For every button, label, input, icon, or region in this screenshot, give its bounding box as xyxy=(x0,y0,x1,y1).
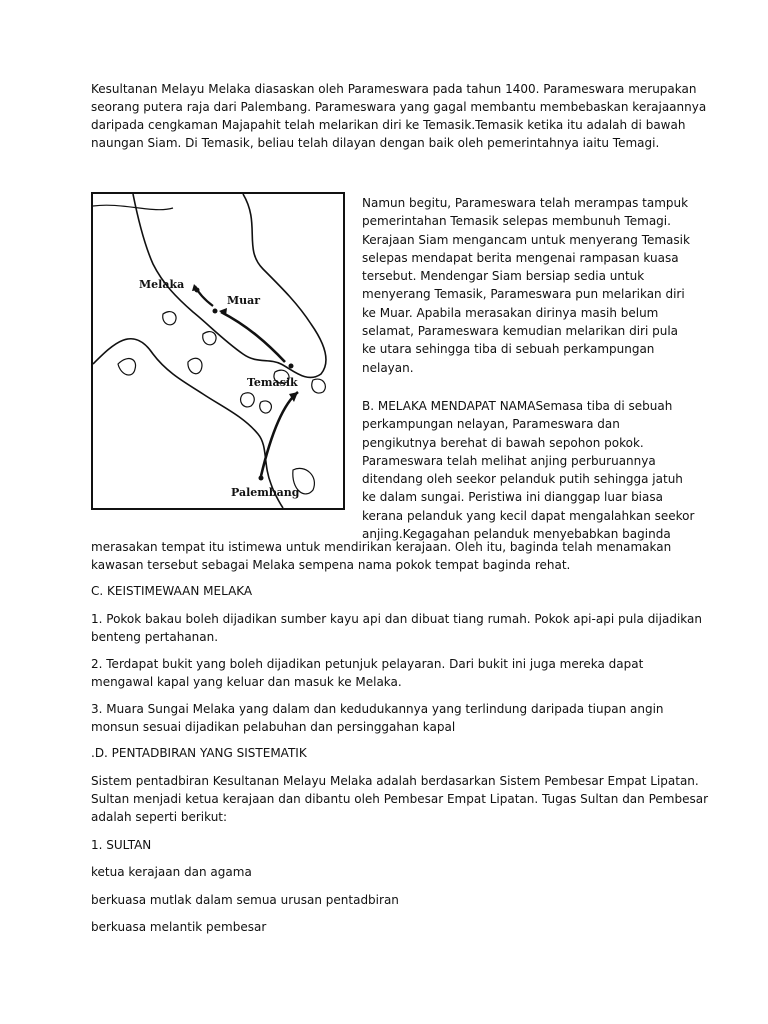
town-dot-palembang xyxy=(259,476,264,481)
text-line: pemerintahan Temasik selepas membunuh Temagi. xyxy=(362,214,671,229)
text-line: Parameswara telah melihat anjing perburuannya xyxy=(362,453,656,468)
text-line: mengawal kapal yang keluar dan masuk ke Melaka. xyxy=(91,675,402,689)
continuation-paragraph xyxy=(91,538,691,574)
historical-map xyxy=(91,192,345,510)
route-temasik-muar xyxy=(221,312,285,362)
island xyxy=(312,379,326,393)
arrow-head xyxy=(219,308,227,316)
text-line: anjing.Kegagahan pelanduk menyebabkan baginda xyxy=(362,527,671,542)
text-line: Kerajaan Siam mengancam untuk menyerang Temasik xyxy=(362,232,690,247)
text-line: kerana pelanduk yang kecil dapat mengalahkan seekor xyxy=(362,508,695,523)
section-c-item-1 xyxy=(91,610,702,646)
text-line: nelayan. xyxy=(362,360,414,375)
island xyxy=(241,393,255,407)
town-dot-melaka xyxy=(195,288,200,293)
island xyxy=(163,312,176,325)
text-line: 2. Terdapat bukit yang boleh dijadikan petunjuk pelayaran. Dari bukit ini juga mereka dapat xyxy=(91,657,644,671)
intro-line: daripada cengkaman Majapahit telah melarikan diri ke Temasik.Temasik ketika itu adalah di bawah xyxy=(91,118,686,132)
text-line: selepas mendapat berita mengenai rampasan kuasa xyxy=(362,250,679,265)
map-label-muar: Muar xyxy=(227,294,261,307)
map-label-palembang: Palembang xyxy=(231,486,300,499)
text-line: B. MELAKA MENDAPAT NAMASemasa tiba di sebuah xyxy=(362,399,673,413)
section-c-item-2 xyxy=(91,655,691,691)
section-d-intro xyxy=(91,772,708,826)
map-label-melaka: Melaka xyxy=(139,278,185,291)
text-line: ke utara sehingga tiba di sebuah perkampungan xyxy=(362,342,655,357)
section-c-item-3 xyxy=(91,700,691,736)
text-line: tersebut. Mendengar Siam bersiap sedia untuk xyxy=(362,269,645,284)
text-line: Sultan menjadi ketua kerajaan dan dibantu oleh Pembesar Empat Lipatan. Tugas Sultan dan Pembesar xyxy=(91,792,708,806)
island xyxy=(118,359,136,375)
text-line: ke Muar. Apabila merasakan dirinya masih belum xyxy=(362,305,659,320)
text-line: Sistem pentadbiran Kesultanan Melayu Melaka adalah berdasarkan Sistem Pembesar Empat Lipatan. xyxy=(91,774,699,788)
text-line: benteng pertahanan. xyxy=(91,630,219,644)
intro-line: seorang putera raja dari Palembang. Parameswara yang gagal membantu membebaskan kerajaannya xyxy=(91,100,707,114)
island xyxy=(203,332,216,345)
text-line: pengikutnya berehat di bawah sepohon pokok. xyxy=(362,435,644,450)
text-line: merasakan tempat itu istimewa untuk mendirikan kerajaan. Oleh itu, baginda telah menamakan xyxy=(91,540,672,554)
island xyxy=(188,358,202,373)
section-c-heading: C. KEISTIMEWAAN MELAKA xyxy=(91,584,253,598)
text-line: adalah seperti berikut: xyxy=(91,810,228,824)
text-line: ditendang oleh seekor pelanduk putih sehingga jatuh xyxy=(362,472,683,487)
intro-paragraph xyxy=(91,80,707,152)
text-line: 1. Pokok bakau boleh dijadikan sumber kayu api dan dibuat tiang rumah. Pokok api-api pula dijadikan xyxy=(91,612,702,626)
island xyxy=(260,401,272,413)
text-line: kawasan tersebut sebagai Melaka sempena nama pokok tempat baginda rehat. xyxy=(91,558,571,572)
text-line: ke dalam sungai. Peristiwa ini dianggap luar biasa xyxy=(362,490,663,505)
map-label-temasik: Temasik xyxy=(247,376,298,389)
sultan-duty: berkuasa mutlak dalam semua urusan pentadbiran xyxy=(91,893,399,907)
text-line: selamat, Parameswara kemudian melarikan diri pula xyxy=(362,324,679,339)
right-column-paragraph-1 xyxy=(362,194,692,377)
text-line: menyerang Temasik, Parameswara pun melarikan diri xyxy=(362,287,685,302)
town-dot-temasik xyxy=(289,364,294,369)
north-coast xyxy=(93,205,173,210)
intro-line: naungan Siam. Di Temasik, beliau telah dilayan dengan baik oleh pemerintahnya iaitu Temagi. xyxy=(91,136,660,150)
right-column-paragraph-2 xyxy=(362,397,695,543)
map-drawing xyxy=(93,194,343,508)
sultan-duty: ketua kerajaan dan agama xyxy=(91,865,252,879)
sultan-heading: 1. SULTAN xyxy=(91,838,152,852)
section-d-heading: .D. PENTADBIRAN YANG SISTEMATIK xyxy=(91,746,307,760)
text-line: 3. Muara Sungai Melaka yang dalam dan kedudukannya yang terlindung daripada tiupan angin xyxy=(91,702,664,716)
intro-line: Kesultanan Melayu Melaka diasaskan oleh Parameswara pada tahun 1400. Parameswara merupakan xyxy=(91,82,697,96)
text-line: Namun begitu, Parameswara telah merampas tampuk xyxy=(362,196,689,210)
text-line: perkampungan nelayan, Parameswara dan xyxy=(362,417,620,432)
text-line: monsun sesuai dijadikan pelabuhan dan persinggahan kapal xyxy=(91,720,456,734)
sultan-duty: berkuasa melantik pembesar xyxy=(91,920,267,934)
town-dot-muar xyxy=(213,309,218,314)
